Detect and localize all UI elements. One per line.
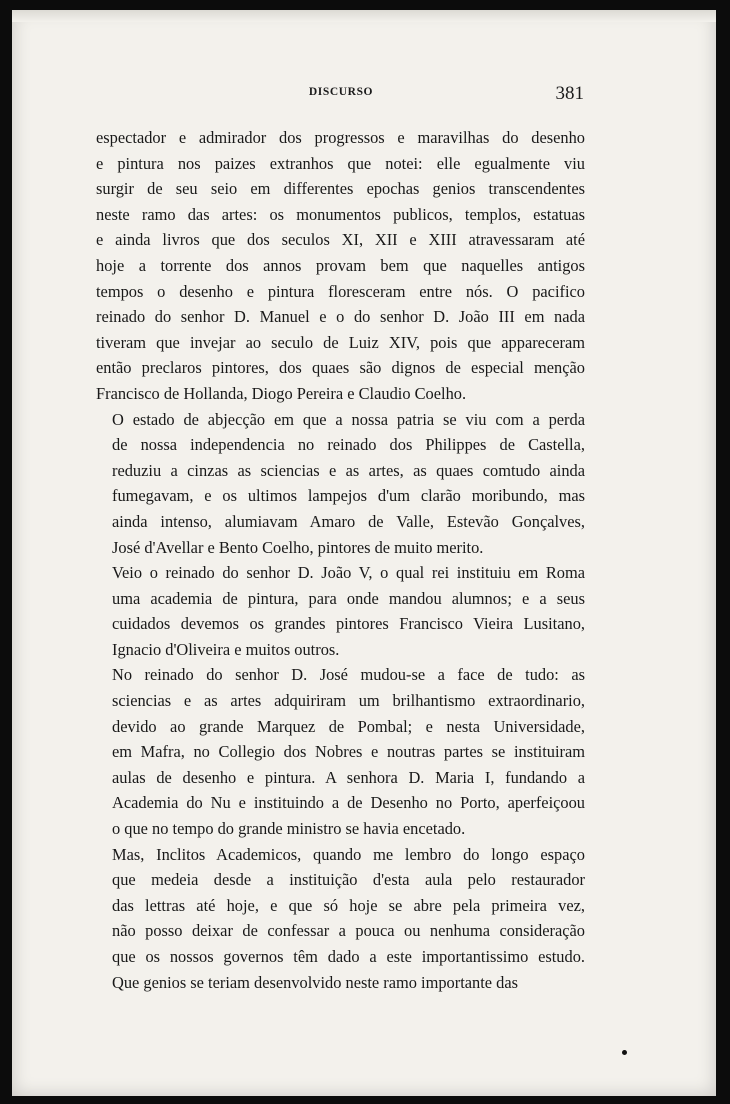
text-line: que os nossos governos têm dado a este importantissimo estudo.: [112, 947, 585, 966]
text-line: aulas de desenho e pintura. A senhora D. Maria I, fundando a: [112, 767, 585, 787]
page-edge-shadow: [12, 10, 716, 22]
paragraph-1: [96, 125, 585, 407]
text-line: O estado de abjecção em que a nossa patria se viu com a perda: [112, 409, 585, 429]
text-line: em Mafra, no Collegio dos Nobres e noutras partes se instituiram: [112, 742, 585, 762]
text-line: sciencias e as artes adquiriram um brilhantismo extraordinario,: [112, 691, 585, 711]
running-head-title: DISCURSO: [308, 86, 374, 98]
text-line: então preclaros pintores, dos quaes são dignos de especial menção: [96, 358, 585, 378]
text-line: surgir de seu seio em differentes epochas genios transcendentes: [96, 179, 585, 199]
text-line: hoje a torrente dos annos provam bem que naquelles antigos: [96, 255, 585, 275]
page-number: 381: [555, 83, 584, 104]
text-line: espectador e admirador dos progressos e maravilhas do desenho: [96, 128, 585, 147]
text-line: tiveram que invejar ao seculo de Luiz XIV, pois que appareceram: [96, 332, 585, 352]
text-line: Mas, Inclitos Academicos, quando me lembro do longo espaço: [112, 844, 585, 864]
text-line: Academia do Nu e instituindo a de Desenho no Porto, aperfeiçoou: [112, 793, 585, 813]
ink-speck: [622, 1050, 627, 1055]
body-text: [96, 125, 585, 995]
text-line: No reinado do senhor D. José mudou-se a face de tudo: as: [112, 665, 585, 685]
book-page: [12, 10, 716, 1096]
text-line: José d'Avellar e Bento Coelho, pintores de muito merito.: [112, 537, 484, 557]
text-line: cuidados devemos os grandes pintores Francisco Vieira Lusitano,: [112, 614, 585, 634]
text-line: neste ramo das artes: os monumentos publicos, templos, estatuas: [96, 204, 585, 224]
text-line: reinado do senhor D. Manuel e o do senhor D. João III em nada: [96, 307, 585, 327]
text-line: uma academia de pintura, para onde mandou alumnos; e a seus: [112, 588, 585, 608]
text-line: de nossa independencia no reinado dos Philippes de Castella,: [112, 435, 585, 455]
text-line: tempos o desenho e pintura floresceram entre nós. O pacifico: [96, 281, 585, 301]
text-line: o que no tempo do grande ministro se havia encetado.: [112, 819, 466, 839]
text-line: Ignacio d'Oliveira e muitos outros.: [112, 639, 340, 659]
paragraph-3: [96, 560, 585, 662]
text-line: e ainda livros que dos seculos XI, XII e XIII atravessaram até: [96, 230, 585, 250]
text-line: fumegavam, e os ultimos lampejos d'um clarão moribundo, mas: [112, 486, 585, 506]
paragraph-4: [96, 662, 585, 841]
text-line: reduziu a cinzas as sciencias e as artes, as quaes comtudo ainda: [112, 460, 585, 480]
text-line: Veio o reinado do senhor D. João V, o qual rei instituiu em Roma: [112, 563, 585, 583]
text-line: que medeia desde a instituição d'esta aula pelo restaurador: [112, 870, 585, 890]
text-line: e pintura nos paizes extranhos que notei: elle egualmente viu: [96, 153, 585, 173]
text-line: ainda intenso, alumiavam Amaro de Valle, Estevão Gonçalves,: [112, 511, 585, 531]
text-line: Francisco de Hollanda, Diogo Pereira e Claudio Coelho.: [96, 383, 467, 403]
text-line: Que genios se teriam desenvolvido neste ramo importante das: [112, 972, 519, 992]
text-line: não posso deixar de confessar a pouca ou nenhuma consideração: [112, 921, 585, 941]
paragraph-2: [96, 407, 585, 561]
text-line: devido ao grande Marquez de Pombal; e nesta Universidade,: [112, 716, 585, 736]
text-line: das lettras até hoje, e que só hoje se abre pela primeira vez,: [112, 895, 585, 915]
paragraph-5: [96, 842, 585, 996]
